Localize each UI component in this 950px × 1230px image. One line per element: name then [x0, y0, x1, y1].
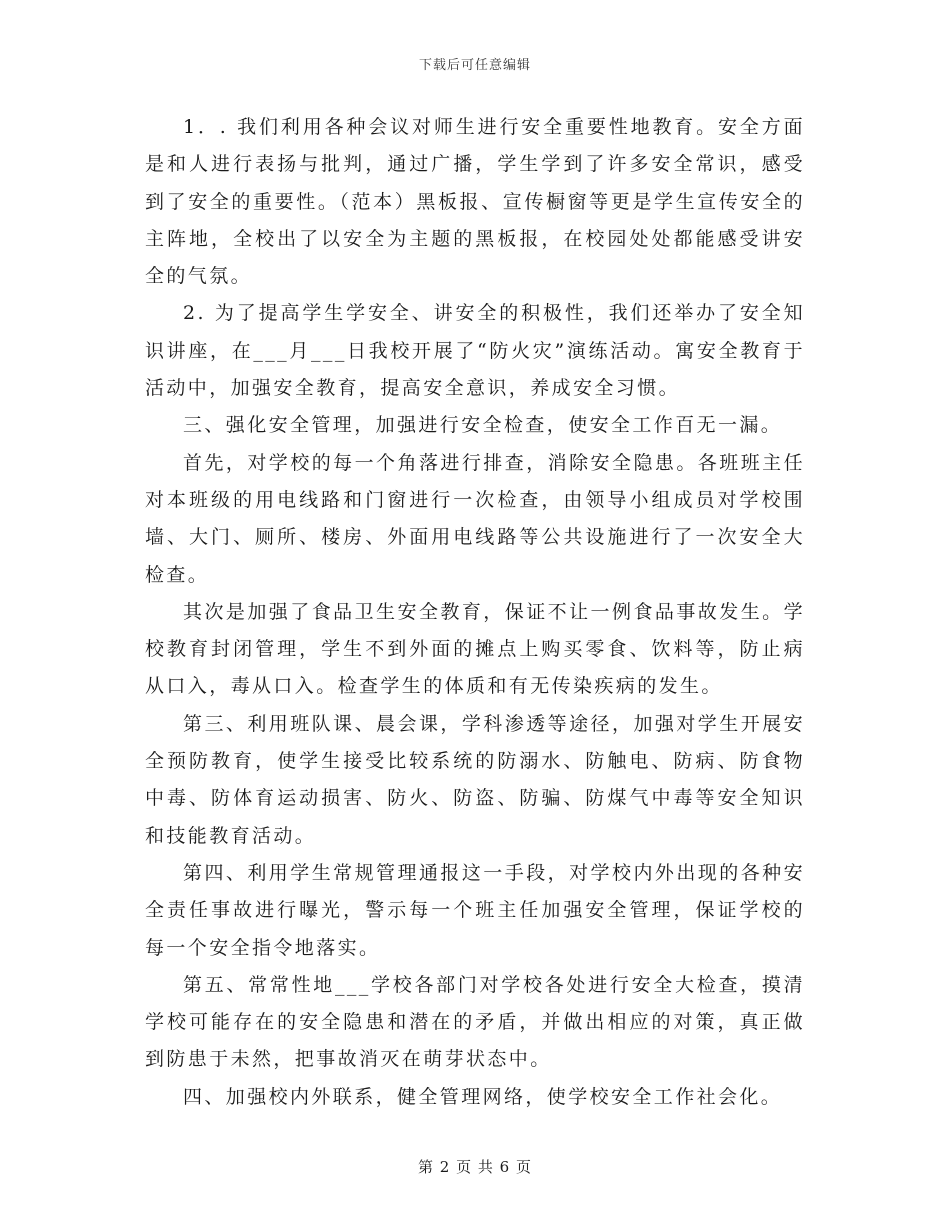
page-header: 下载后可任意编辑	[418, 58, 531, 73]
paragraph-fifth: 第五、常常性地___学校各部门对学校各处进行安全大检查，摸清学校可能存在的安全隐患和潜在的矛盾，并做出相应的对策，真正做到防患于未然，把事故消灭在萌芽状态中。	[145, 973, 805, 1071]
paragraph-1: 1．. 我们利用各种会议对师生进行安全重要性地教育。安全方面是和人进行表扬与批判，通过广播，学生学到了许多安全常识，感受到了安全的重要性。（范本）黑板报、宣传橱窗等更是学生宣传安全的主阵地，全校出了以安全为主题的黑板报，在校园处处都能感受讲安全的气氛。	[145, 116, 805, 288]
section-heading-3: 三、强化安全管理，加强进行安全检查，使安全工作百无一漏。	[183, 414, 783, 437]
paragraph-second: 其次是加强了食品卫生安全教育，保证不让一例食品事故发生。学校教育封闭管理，学生不到外面的摊点上购买零食、饮料等，防止病从口入，毒从口入。检查学生的体质和有无传染疾病的发生。	[145, 600, 805, 698]
paragraph-first: 首先，对学校的每一个角落进行排查，消除安全隐患。各班班主任对本班级的用电线路和门窗进行一次检查，由领导小组成员对学校围墙、大门、厕所、楼房、外面用电线路等公共设施进行了一次安全大检查。	[145, 451, 805, 586]
paragraph-third: 第三、利用班队课、晨会课，学科渗透等途径，加强对学生开展安全预防教育，使学生接受比较系统的防溺水、防触电、防病、防食物中毒、防体育运动损害、防火、防盗、防骗、防煤气中毒等安全知识和技能教育活动。	[145, 712, 805, 847]
document-body	[145, 109, 805, 1116]
page-number: 第 2 页 共 6 页	[418, 1158, 532, 1176]
paragraph-2: 2. 为了提高学生学安全、讲安全的积极性，我们还举办了安全知识讲座，在___月___日我校开展了“防火灾”演练活动。寓安全教育于活动中，加强安全教育，提高安全意识，养成安全习惯。	[145, 302, 805, 400]
section-heading-4: 四、加强校内外联系，健全管理网络，使学校安全工作社会化。	[183, 1085, 783, 1108]
paragraph-fourth: 第四、利用学生常规管理通报这一手段，对学校内外出现的各种安全责任事故进行曝光，警示每一个班主任加强安全管理，保证学校的每一个安全指令地落实。	[145, 861, 805, 959]
